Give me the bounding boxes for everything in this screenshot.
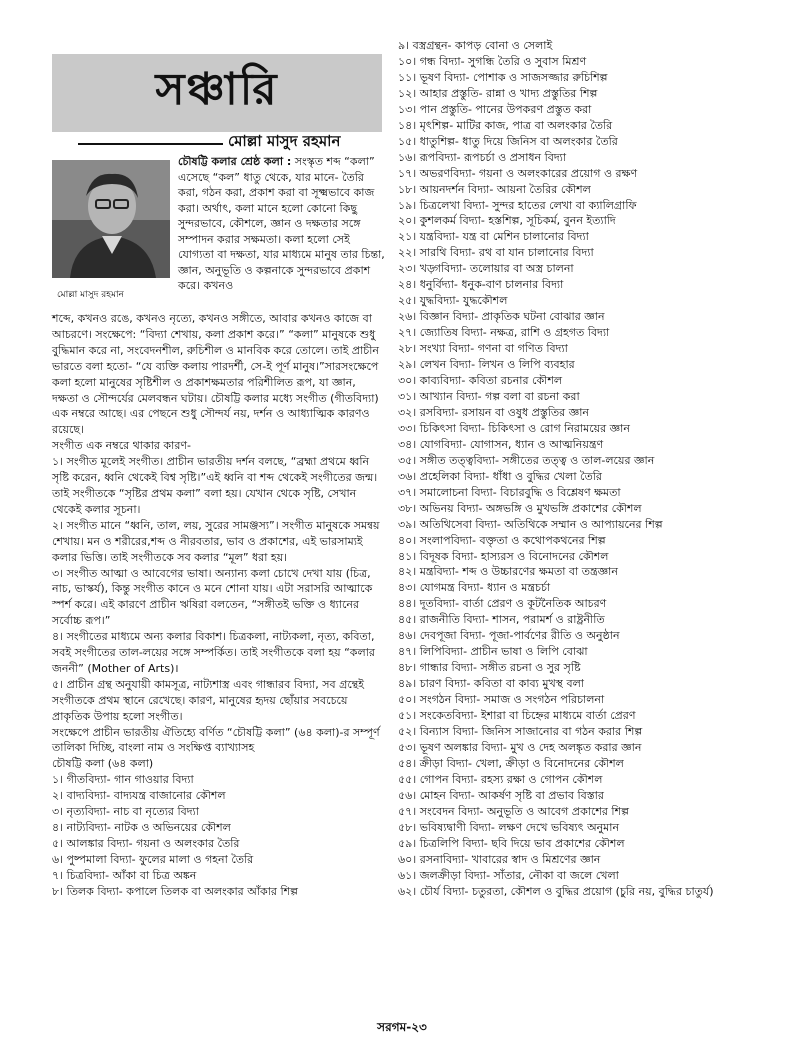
list-item: ২। বাদ্যবিদ্যা- বাদ্যযন্ত্র বাজানোর কৌশল <box>52 789 226 803</box>
list-item: ১৫। ধাতুশিল্প- ধাতু দিয়ে জিনিস বা অলংকার তৈরি <box>398 134 618 148</box>
list-item: ১২। আহার প্রস্তুতি- রান্না ও খাদ্য প্রস্তুতির শিল্প <box>398 86 598 100</box>
list-item: ৪৪। দূতবিদ্যা- বার্তা প্রেরণ ও কূটনৈতিক আচরণ <box>398 597 607 611</box>
list-item: ৪১। বিদূষক বিদ্যা- হাস্যরস ও বিনোদনের কৌশল <box>398 549 609 563</box>
arts-list-part-1 <box>52 772 384 899</box>
list-item: ৪৮। গান্ধার বিদ্যা- সঙ্গীত রচনা ও সুর সৃষ্টি <box>398 661 581 675</box>
list-item: ২৫। যুদ্ধবিদ্যা- যুদ্ধকৌশল <box>398 294 508 308</box>
list-item: ৫৪। ক্রীড়া বিদ্যা- খেলা, ক্রীড়া ও বিনোদনের কৌশল <box>398 756 624 770</box>
list-item: ২০। কুশলকর্ম বিদ্যা- হস্তশিল্প, সূচিকর্ম, বুনন ইত্যাদি <box>398 214 616 228</box>
list-item: ৩৮। অভিনয় বিদ্যা- অঙ্গভঙ্গি ও মুখভঙ্গি প্রকাশের কৌশল <box>398 501 642 515</box>
list-item: ৫১। সংকেতবিদ্যা- ইশারা বা চিহ্নের মাধ্যমে বার্তা প্রেরণ <box>398 709 636 723</box>
body-paragraph: ৩। সংগীত আত্মা ও আবেগের ভাষা। অন্যান্য কলা চোখে দেখা যায় (চিত্র, নাচ, ভাস্কর্য), কিন্তু সংগীত কানে ও মনে শোনা যায়। এটা সরাসরি আত্মাকে স্পর্শ করে। এই কারণে প্রাচীন ঋষিরা বলতেন, “সঙ্গীতই ভক্তি ও ধ্যানের সর্বোচ্চ রূপ।” <box>52 566 373 628</box>
list-item: ৫৬। মোহন বিদ্যা- আকর্ষণ সৃষ্টি বা প্রভাব বিস্তার <box>398 788 604 802</box>
left-column <box>52 311 384 900</box>
list-item: ১১। ভূষণ বিদ্যা- পোশাক ও সাজসজ্জার রুচিশিল্প <box>398 70 608 84</box>
list-item: ৬২। চৌর্য বিদ্যা- চতুরতা, কৌশল ও বুদ্ধির প্রয়োগ (চুরি নয়, বুদ্ধির চাতুর্য) <box>398 884 714 898</box>
list-item: ৪৫। রাজনীতি বিদ্যা- শাসন, পরামর্শ ও রাষ্ট্রনীতি <box>398 613 605 627</box>
list-item: ২৭। জ্যোতিষ বিদ্যা- নক্ষত্র, রাশি ও গ্রহগত বিদ্যা <box>398 326 610 340</box>
list-item: ১৬। রূপবিদ্যা- রূপচর্চা ও প্রসাধন বিদ্যা <box>398 150 567 164</box>
intro-heading: চৌষট্টি কলার শ্রেষ্ঠ কলা : <box>178 155 292 168</box>
intro-block <box>178 154 386 294</box>
body-paragraph: সংগীত এক নম্বরে থাকার কারণ- <box>52 439 191 453</box>
list-item: ২৬। বিজ্ঞান বিদ্যা- প্রাকৃতিক ঘটনা বোঝার জ্ঞান <box>398 310 605 324</box>
list-item: ৩১। আখ্যান বিদ্যা- গল্প বলা বা রচনা করা <box>398 389 580 403</box>
list-item: ৫০। সংগঠন বিদ্যা- সমাজ ও সংগঠন পরিচালনা <box>398 693 605 707</box>
author-byline: মোল্লা মাসুদ রহমান <box>228 132 341 150</box>
list-item: ৫৭। সংবেদন বিদ্যা- অনুভূতি ও আবেগ প্রকাশের শিল্প <box>398 804 629 818</box>
list-item: ২৮। সংখ্যা বিদ্যা- গণনা বা গণিত বিদ্যা <box>398 342 568 356</box>
list-item: ৩৫। সঙ্গীত তত্ত্ববিদ্যা- সঙ্গীতের তত্ত্ব ও তাল-লয়ের জ্ঞান <box>398 453 655 467</box>
body-paragraph: ২। সংগীত মানে “ধ্বনি, তাল, লয়, সুরের সামঞ্জস্য”। সংগীত মানুষকে সমন্বয় শেখায়। মন ও শরীরের,শব্দ ও নীরবতার, ভাব ও প্রকাশের, এই ভারসাম্যই কলার ভিত্তি। তাই সংগীতকে সব কলার “মূল” ধরা হয়। <box>52 518 380 564</box>
list-item: ১৮। আয়নদর্শন বিদ্যা- আয়না তৈরির কৌশল <box>398 182 591 196</box>
list-item: ১৪। মৃৎশিল্প- মাটির কাজ, পাত্র বা অলংকার তৈরি <box>398 118 613 132</box>
list-item: ৪০। সংলাপবিদ্যা- বক্তৃতা ও কথোপকথনের শিল্প <box>398 533 606 547</box>
title-banner <box>52 54 382 132</box>
list-item: ৬০। রসনাবিদ্যা- খাবারের স্বাদ ও মিশ্রণের জ্ঞান <box>398 852 601 866</box>
list-heading: চৌষট্টি কলা (৬৪ কলা) <box>52 757 154 771</box>
list-item: ৫। আলঙ্কার বিদ্যা- গয়না ও অলংকার তৈরি <box>52 836 240 850</box>
list-item: ৪৬। দেবপূজা বিদ্যা- পূজা-পার্বণের রীতি ও অনুষ্ঠান <box>398 629 620 643</box>
list-item: ৩৭। সমালোচনা বিদ্যা- বিচারবুদ্ধি ও বিশ্লেষণ ক্ষমতা <box>398 485 621 499</box>
list-item: ৬১। জলক্রীড়া বিদ্যা- সাঁতার, নৌকা বা জলে খেলা <box>398 868 619 882</box>
intro-text: সংস্কৃত শব্দ “কলা” এসেছে “কল” ধাতু থেকে, যার মানে- তৈরি করা, গঠন করা, প্রকাশ করা বা সূক্ষ্মভাবে কাজ করা। অর্থাৎ, কলা মানে হলো কোনো কিছু সুন্দরভাবে, কৌশলে, জ্ঞান ও দক্ষতার সঙ্গে সম্পাদন করার সক্ষমতা। কলা হলো সেই যোগ্যতা বা দক্ষতা, যার মাধ্যমে মানুষ তার চিন্তা, জ্ঞান, অনুভূতি ও কল্পনাকে সুন্দরভাবে প্রকাশ করে। কখনও <box>178 155 385 292</box>
list-item: ৮। তিলক বিদ্যা- কপালে তিলক বা অলংকার আঁকার শিল্প <box>52 884 298 898</box>
list-item: ২২। সারথি বিদ্যা- রথ বা যান চালানোর বিদ্যা <box>398 246 594 260</box>
body-paragraph: ১। সংগীত মূলেই সংগীত। প্রাচীন ভারতীয় দর্শন বলছে, “ব্রহ্মা প্রথমে ধ্বনি সৃষ্টি করেন, ধ্বনি থেকেই বিশ্ব সৃষ্টি।”এই ধ্বনি বা শব্দ থেকেই সংগীতের জন্ম। তাই সংগীতকে “সৃষ্টির প্রথম কলা” বলা হয়। যেখান থেকে সৃষ্টি, সেখান থেকেই কলার সূচনা। <box>52 455 378 516</box>
body-paragraph: শব্দে, কখনও রঙে, কখনও নৃত্যে, কখনও সঙ্গীতে, আবার কখনও কাজে বা আচরণে। সংক্ষেপে: “বিদ্যা শেখায়, কলা প্রকাশ করে।” “কলা” মানুষকে শুধু বুদ্ধিমান করে না, সংবেদনশীল, রুচিশীল ও মানবিক করে তোলে। তাই প্রাচীন ভারতে বলা হতো- “যে ব্যক্তি কলায় পারদর্শী, সে-ই পূর্ণ মানুষ।”সারসংক্ষেপে কলা হলো মানুষের সৃষ্টিশীল ও প্রকাশক্ষমতার পরিশীলিত রূপ, যা জ্ঞান, দক্ষতা ও সৌন্দর্যের মেলবন্ধন ঘটায়। চৌষট্টি কলার মধ্যে সংগীত (গীতবিদ্যা) এক নম্বরে আছে। এর পেছনে শুধু সৌন্দর্য নয়, দর্শন ও আধ্যাত্মিক কারণও রয়েছে। <box>52 312 379 437</box>
list-item: ২৯। লেখন বিদ্যা- লিখন ও লিপি ব্যবহার <box>398 358 575 372</box>
arts-list-part-2 <box>398 38 788 899</box>
body-paragraph: সংক্ষেপে প্রাচীন ভারতীয় ঐতিহ্যে বর্ণিত “চৌষট্টি কলা” (৬৪ কলা)-র সম্পূর্ণ তালিকা দিচ্ছি, বাংলা নাম ও সংক্ষিপ্ত ব্যাখ্যাসহ <box>52 725 380 755</box>
list-item: ১। গীতবিদ্যা- গান গাওয়ার বিদ্যা <box>52 773 194 787</box>
body-paragraph: ৫। প্রাচীন গ্রন্থ অনুযায়ী কামসূত্র, নাট্যশাস্ত্র এবং গান্ধারব বিদ্যা, সব গ্রন্থেই সংগীতকে প্রথম স্থানে রেখেছে। কারণ, মানুষের হৃদয় ছোঁয়ার সবচেয়ে প্রাকৃতিক উপায় হলো সংগীত। <box>52 677 364 723</box>
list-item: ৫৩। ভূষণ অলঙ্কার বিদ্যা- মুখ ও দেহ অলঙ্কৃত করার জ্ঞান <box>398 740 642 754</box>
list-item: ২৪। ধনুর্বিদ্যা- ধনুক-বাণ চালনার বিদ্যা <box>398 278 564 292</box>
list-item: ৩৬। প্রহেলিকা বিদ্যা- ধাঁধা ও বুদ্ধির খেলা তৈরি <box>398 469 602 483</box>
list-item: ৫৫। গোপন বিদ্যা- রহস্য রক্ষা ও গোপন কৌশল <box>398 772 603 786</box>
list-item: ৩৯। অতিথিসেবা বিদ্যা- অতিথিকে সম্মান ও আপ্যায়নের শিল্প <box>398 517 663 531</box>
list-item: ১০। গন্ধ বিদ্যা- সুগন্ধি তৈরি ও সুবাস মিশ্রণ <box>398 54 587 68</box>
author-photo <box>52 160 170 278</box>
list-item: ৫৮। ভবিষ্যদ্বাণী বিদ্যা- লক্ষণ দেখে ভবিষ্যৎ অনুমান <box>398 820 620 834</box>
list-item: ৭। চিত্রবিদ্যা- আঁকা বা চিত্র অঙ্কন <box>52 868 197 882</box>
list-item: ৪৯। চারণ বিদ্যা- কবিতা বা কাব্য মুখস্থ বলা <box>398 677 584 691</box>
article-title: সঞ্চারি <box>155 64 279 115</box>
list-item: ২৩। খড়্গবিদ্যা- তলোয়ার বা অস্ত্র চালনা <box>398 262 574 276</box>
list-item: ৬। পুষ্পমালা বিদ্যা- ফুলের মালা ও গহনা তৈরি <box>52 852 254 866</box>
list-item: ৩। নৃত্যবিদ্যা- নাচ বা নৃত্যের বিদ্যা <box>52 805 199 819</box>
list-item: ৪৩। যোগমন্ত্র বিদ্যা- ধ্যান ও মন্ত্রচর্চা <box>398 581 551 595</box>
list-item: ৪। নাট্যবিদ্যা- নাটক ও অভিনয়ের কৌশল <box>52 821 231 834</box>
list-item: ৩২। রসবিদ্যা- রসায়ন বা ওষুধ প্রস্তুতির জ্ঞান <box>398 405 589 419</box>
list-item: ৩০। কাব্যবিদ্যা- কবিতা রচনার কৌশল <box>398 374 563 388</box>
list-item: ৯। বস্ত্রগ্রন্থন- কাপড় বোনা ও সেলাই <box>398 39 553 52</box>
list-item: ৪৭। লিপিবিদ্যা- প্রাচীন ভাষা ও লিপি বোঝা <box>398 645 588 659</box>
list-item: ১৩। পান প্রস্তুতি- পানের উপকরণ প্রস্তুত করা <box>398 102 592 116</box>
list-item: ১৭। অভরণবিদ্যা- গয়না ও অলংকারের প্রয়োগ ও রক্ষণ <box>398 166 638 180</box>
body-paragraph: ৪। সংগীতের মাধ্যমে অন্য কলার বিকাশ। চিত্রকলা, নাট্যকলা, নৃত্য, কবিতা, সবই সংগীতের তাল-লয়ের সঙ্গে সম্পর্কিত। তাই সংগীতকে বলা হয় “কলার জননী” (Mother of Arts)। <box>52 630 375 675</box>
list-item: ৫৯। চিত্রলিপি বিদ্যা- ছবি দিয়ে ভাব প্রকাশের কৌশল <box>398 836 625 850</box>
list-item: ৩৩। চিকিৎসা বিদ্যা- চিকিৎসা ও রোগ নিরাময়ের জ্ঞান <box>398 421 630 435</box>
list-item: ৪২। মন্ত্রবিদ্যা- শব্দ ও উচ্চারণের ক্ষমতা বা তন্ত্রজ্ঞান <box>398 565 618 579</box>
page-footer: সরগম-২৩ <box>377 1020 427 1034</box>
list-item: ১৯। চিত্রলেখা বিদ্যা- সুন্দর হাতের লেখা বা ক্যালিগ্রাফি <box>398 198 637 212</box>
list-item: ৫২। বিন্যাস বিদ্যা- জিনিস সাজানোর বা গঠন করার শিল্প <box>398 724 643 738</box>
list-item: ২১। যন্ত্রবিদ্যা- যন্ত্র বা মেশিন চালানোর বিদ্যা <box>398 230 589 244</box>
list-item: ৩৪। যোগবিদ্যা- যোগাসন, ধ্যান ও আত্মনিয়ন্ত্রণ <box>398 437 604 451</box>
photo-caption: মোল্লা মাসুদ রহমান <box>57 290 124 300</box>
byline-rule <box>78 143 223 145</box>
